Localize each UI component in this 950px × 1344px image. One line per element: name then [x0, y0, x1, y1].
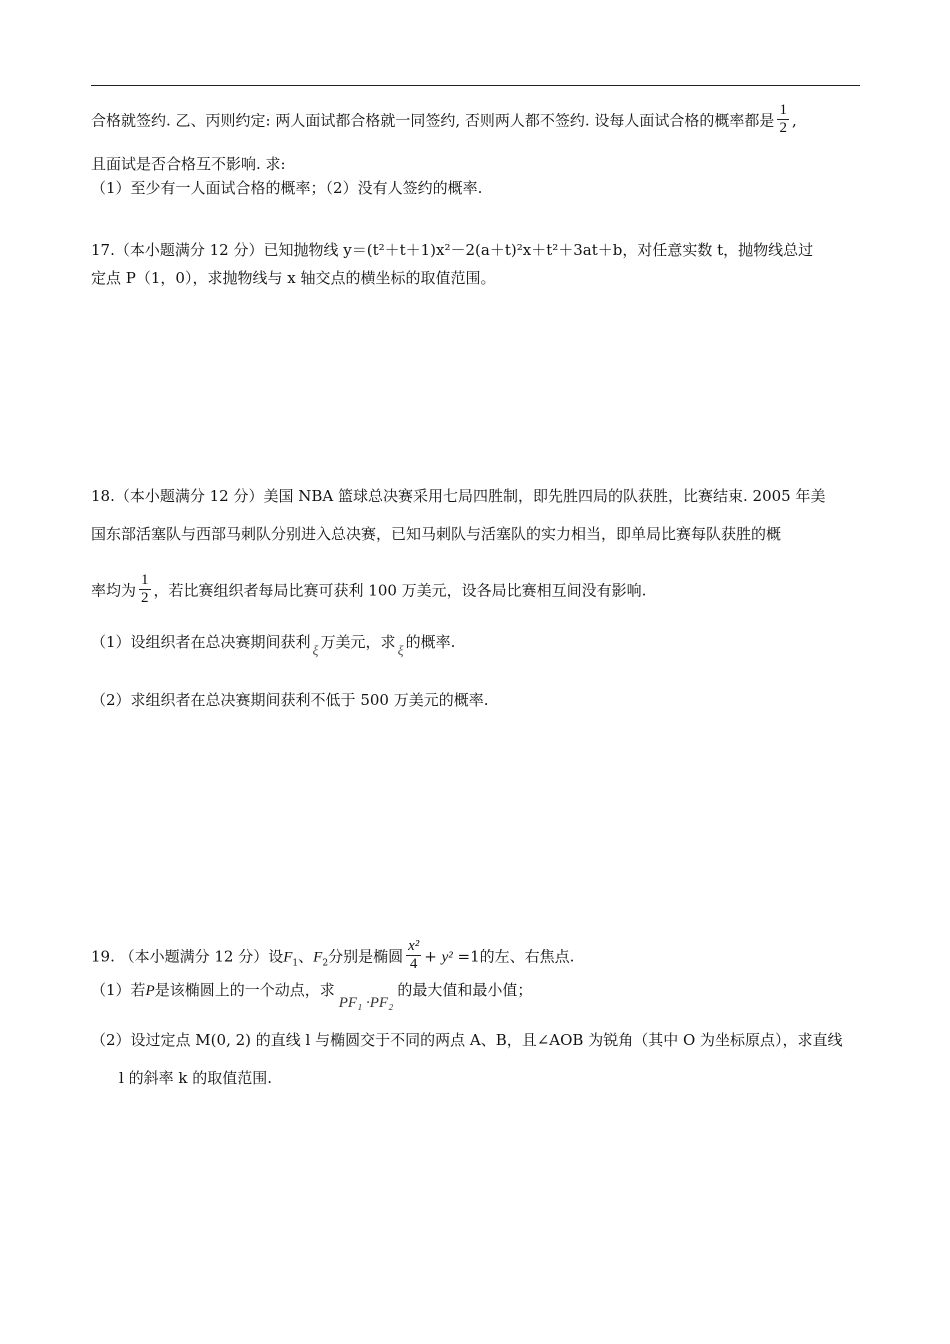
- ellipse-y: y²: [441, 949, 453, 966]
- q19-part1-pre: （1）若: [91, 981, 146, 999]
- focus-f1: F: [283, 949, 293, 966]
- point-p: P: [145, 983, 155, 999]
- vector-dot-product: PF₁ ·PF₂: [338, 995, 394, 1011]
- q16-frac-num: 1: [779, 102, 787, 118]
- q16-fraction: [777, 102, 789, 137]
- xi-symbol: ξ: [397, 644, 404, 659]
- focus-f2: F: [313, 949, 323, 966]
- q18-part-1: [91, 632, 456, 659]
- q18-line-3: [91, 574, 646, 609]
- ellipse-eq: =1: [457, 947, 480, 966]
- q18-line-2: 国东部活塞队与西部马刺队分别进入总决赛，已知马刺队与活塞队的实力相当，即单局比赛每队获胜的概: [91, 525, 782, 543]
- ellipse-plus: +: [424, 947, 437, 966]
- focus-f1-sub: 1: [292, 958, 299, 969]
- q16-text-1: 合格就签约. 乙、丙则约定: 两人面试都合格就一同签约, 否则两人都不签约. 设每人面试合格的概率都是: [91, 111, 775, 130]
- q18-text-pre: 率均为: [91, 581, 137, 600]
- ellipse-num: x²: [408, 938, 420, 954]
- q17-line-1: 17.（本小题满分 12 分）已知抛物线 y＝(t²＋t＋1)x²－2(a＋t)²x＋t²＋3at＋b，对任意实数 t，抛物线总过: [91, 241, 814, 259]
- q18-frac-den: 2: [141, 590, 149, 606]
- q16-line-2: 且面试是否合格互不影响. 求:: [91, 155, 286, 173]
- q18-text-post: ，若比赛组织者每局比赛可获利 100 万美元，设各局比赛相互间没有影响.: [153, 581, 647, 600]
- q19-text-pre: 19. （本小题满分 12 分）设: [91, 947, 284, 966]
- q19-text-post: 的左、右焦点.: [479, 947, 575, 966]
- q18-fraction: [139, 572, 151, 607]
- q19-text-mid: 分别是椭圆: [328, 947, 404, 966]
- q16-frac-den: 2: [779, 120, 787, 136]
- q18-part1-pre: （1）设组织者在总决赛期间获利: [91, 633, 311, 651]
- q19-sep: 、: [298, 947, 314, 966]
- q19-line-1: [91, 940, 574, 975]
- q19-part1-post: 的最大值和最小值；: [397, 981, 533, 999]
- q16-line-3: （1）至少有一人面试合格的概率；（2）没有人签约的概率.: [91, 179, 483, 197]
- q16-line-1: [91, 104, 797, 139]
- q18-part1-post: 的概率.: [405, 633, 456, 651]
- q19-part-2-line-1: （2）设过定点 M(0, 2) 的直线 l 与椭圆交于不同的两点 A、B，且∠AOB 为锐角（其中 O 为坐标原点），求直线: [91, 1031, 843, 1049]
- q16-comma: ,: [791, 111, 797, 130]
- q19-part1-mid: 是该椭圆上的一个动点，求: [154, 981, 335, 999]
- q19-part-2-line-2: l 的斜率 k 的取值范围.: [119, 1069, 272, 1087]
- q17-line-2: 定点 P（1，0），求抛物线与 x 轴交点的横坐标的取值范围。: [91, 269, 496, 287]
- ellipse-den: 4: [409, 956, 418, 972]
- q18-part-2: （2）求组织者在总决赛期间获利不低于 500 万美元的概率.: [91, 691, 489, 709]
- ellipse-fraction: [406, 938, 421, 973]
- q18-line-1: 18.（本小题满分 12 分）美国 NBA 篮球总决赛采用七局四胜制，即先胜四局的队获胜，比赛结束. 2005 年美: [91, 487, 826, 505]
- q18-part1-mid: 万美元，求: [320, 633, 396, 651]
- xi-symbol: ξ: [312, 644, 319, 659]
- focus-f2-sub: 2: [322, 958, 329, 969]
- q19-part-1: [91, 980, 533, 1011]
- header-rule: [91, 85, 860, 86]
- q18-frac-num: 1: [141, 572, 149, 588]
